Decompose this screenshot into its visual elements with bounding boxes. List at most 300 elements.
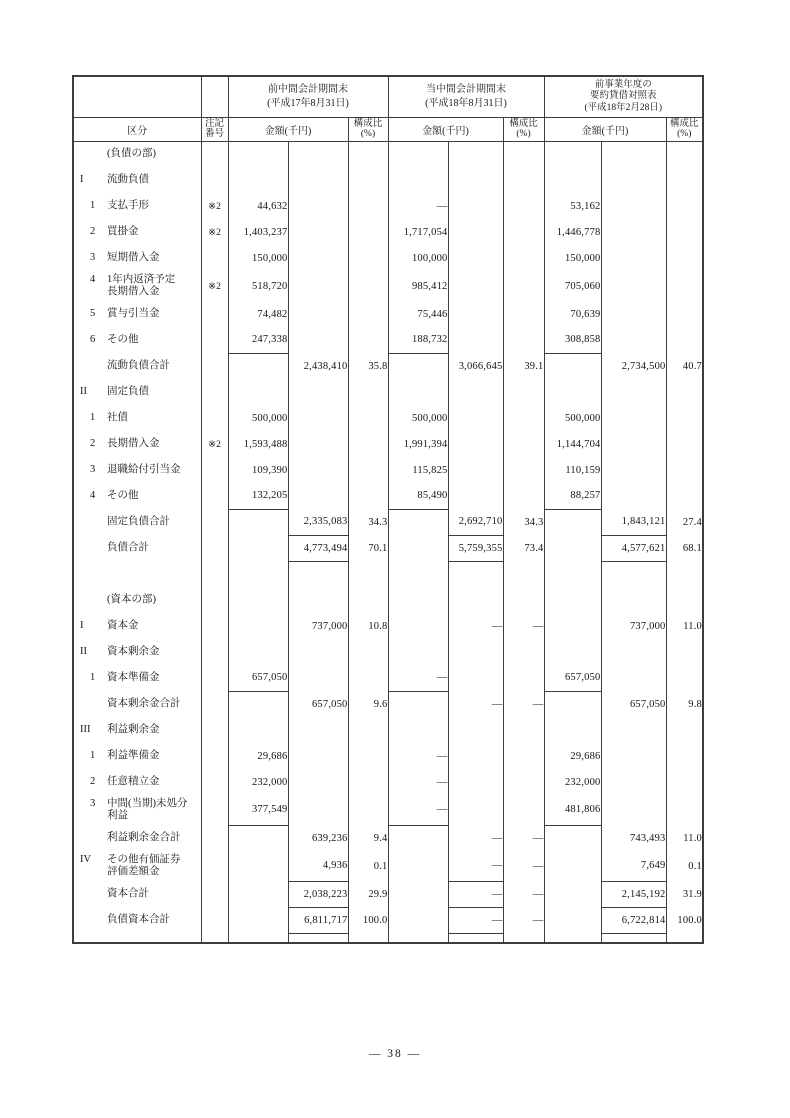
ratio-cell: 11.0 xyxy=(666,825,703,851)
ratio-cell: — xyxy=(503,907,544,933)
table-row xyxy=(73,353,703,379)
amount-cell: 657,050 xyxy=(228,665,288,691)
row-label-cell xyxy=(73,665,201,691)
amount-cell xyxy=(388,167,448,193)
ratio-cell xyxy=(666,379,703,405)
ratio-cell xyxy=(348,483,388,509)
table-row xyxy=(73,769,703,795)
note-number-cell xyxy=(201,457,228,483)
amount-cell xyxy=(228,881,288,907)
total-amount-cell xyxy=(448,327,503,353)
amount-cell: 44,632 xyxy=(228,193,288,219)
amount-cell: 500,000 xyxy=(388,405,448,431)
total-amount-cell: 2,438,410 xyxy=(288,353,348,379)
ratio-cell xyxy=(666,193,703,219)
total-amount-cell xyxy=(601,167,666,193)
row-label: 資本剰余金合計 xyxy=(107,697,181,709)
total-amount-cell xyxy=(288,327,348,353)
total-amount-cell xyxy=(448,219,503,245)
note-number-cell xyxy=(201,327,228,353)
ratio-cell xyxy=(348,379,388,405)
row-label: その他 xyxy=(107,489,139,501)
ratio-cell xyxy=(348,141,388,167)
total-amount-cell xyxy=(601,379,666,405)
row-label-cell xyxy=(73,379,201,405)
row-label: 買掛金 xyxy=(107,225,139,237)
column-header-amount-2: 金額(千円) xyxy=(544,117,666,141)
row-label-cell xyxy=(73,769,201,795)
ratio-cell xyxy=(348,327,388,353)
period-title-line: 前事業年度の xyxy=(594,79,652,90)
table-row xyxy=(73,825,703,851)
ratio-cell xyxy=(348,219,388,245)
table-row xyxy=(73,907,703,933)
ratio-cell xyxy=(503,271,544,301)
ratio-cell: — xyxy=(503,825,544,851)
ratio-cell: 9.8 xyxy=(666,691,703,717)
note-number-cell xyxy=(201,483,228,509)
period-header-prior-interim xyxy=(228,76,388,117)
ratio-cell xyxy=(348,717,388,743)
ratio-cell: 39.1 xyxy=(503,353,544,379)
amount-cell xyxy=(228,717,288,743)
table-row xyxy=(73,535,703,561)
total-amount-cell: — xyxy=(448,691,503,717)
total-amount-cell xyxy=(601,431,666,457)
amount-cell: — xyxy=(388,743,448,769)
total-amount-cell xyxy=(601,219,666,245)
item-number: 3 xyxy=(90,251,96,263)
table-row xyxy=(73,743,703,769)
total-amount-cell: — xyxy=(448,851,503,881)
total-amount-cell xyxy=(448,193,503,219)
amount-cell xyxy=(388,717,448,743)
total-amount-cell xyxy=(448,933,503,943)
ratio-cell xyxy=(666,431,703,457)
ratio-cell xyxy=(348,405,388,431)
note-number-cell xyxy=(201,933,228,943)
amount-cell: 88,257 xyxy=(544,483,601,509)
ratio-cell xyxy=(348,665,388,691)
row-label-cell xyxy=(73,219,201,245)
amount-cell xyxy=(388,561,448,587)
total-amount-cell xyxy=(448,743,503,769)
row-label-cell xyxy=(73,141,201,167)
note-number-cell xyxy=(201,141,228,167)
period-header-prior-fiscal-year xyxy=(544,76,703,117)
item-number: 2 xyxy=(90,775,96,787)
total-amount-cell xyxy=(288,431,348,457)
row-label-cell xyxy=(73,933,201,943)
ratio-cell xyxy=(503,717,544,743)
ratio-cell xyxy=(503,743,544,769)
amount-cell xyxy=(388,881,448,907)
total-amount-cell: 743,493 xyxy=(601,825,666,851)
total-amount-cell xyxy=(448,405,503,431)
row-label: 流動負債合計 xyxy=(107,359,170,371)
note-number-cell: ※2 xyxy=(201,271,228,301)
total-amount-cell xyxy=(288,933,348,943)
note-number-cell xyxy=(201,907,228,933)
ratio-cell xyxy=(666,587,703,613)
amount-cell xyxy=(228,825,288,851)
table-row xyxy=(73,431,703,457)
row-label: 中間(当期)未処分 xyxy=(107,797,188,809)
ratio-cell: 29.9 xyxy=(348,881,388,907)
amount-cell xyxy=(228,613,288,639)
ratio-cell: 0.1 xyxy=(348,851,388,881)
amount-cell: 232,000 xyxy=(544,769,601,795)
row-label-cell xyxy=(73,509,201,535)
row-label-line2: 評価差額金 xyxy=(107,866,160,877)
row-label-cell xyxy=(73,717,201,743)
period-title-line: 当中間会計期間末 xyxy=(426,83,506,95)
ratio-cell xyxy=(666,933,703,943)
ratio-cell: 34.3 xyxy=(503,509,544,535)
row-label-cell xyxy=(73,851,201,881)
row-label: 任意積立金 xyxy=(107,775,160,787)
ratio-cell xyxy=(666,219,703,245)
table-row xyxy=(73,509,703,535)
table-row xyxy=(73,587,703,613)
column-header-row xyxy=(73,117,703,141)
total-amount-cell xyxy=(288,193,348,219)
total-amount-cell xyxy=(448,271,503,301)
total-amount-cell xyxy=(601,245,666,271)
balance-sheet-table xyxy=(72,75,704,944)
row-label: 退職給付引当金 xyxy=(107,463,181,475)
ratio-cell xyxy=(503,405,544,431)
ratio-cell xyxy=(348,587,388,613)
ratio-cell xyxy=(348,795,388,825)
table-row xyxy=(73,271,703,301)
table-row xyxy=(73,193,703,219)
period-date-line: (平成17年8月31日) xyxy=(267,97,349,109)
table-row xyxy=(73,691,703,717)
total-amount-cell xyxy=(288,405,348,431)
total-amount-cell: 1,843,121 xyxy=(601,509,666,535)
note-number-cell xyxy=(201,535,228,561)
section-numeral: I xyxy=(80,619,84,631)
ratio-cell xyxy=(503,457,544,483)
column-header-ratio-1: 構成比 (%) xyxy=(503,117,544,141)
ratio-cell xyxy=(348,271,388,301)
ratio-cell xyxy=(503,769,544,795)
ratio-cell: 9.6 xyxy=(348,691,388,717)
total-amount-cell xyxy=(288,141,348,167)
ratio-cell xyxy=(348,561,388,587)
period-date-line: (平成18年2月28日) xyxy=(584,102,663,113)
row-label: 資本金 xyxy=(107,619,139,631)
item-number: 2 xyxy=(90,437,96,449)
ratio-cell xyxy=(348,457,388,483)
ratio-cell xyxy=(666,245,703,271)
amount-cell xyxy=(228,141,288,167)
ratio-cell: 31.9 xyxy=(666,881,703,907)
total-amount-cell: 2,145,192 xyxy=(601,881,666,907)
note-number-cell: ※2 xyxy=(201,219,228,245)
row-label: 長期借入金 xyxy=(107,437,160,449)
amount-cell xyxy=(544,141,601,167)
amount-cell xyxy=(228,379,288,405)
page-number: — 38 — xyxy=(368,1048,422,1060)
ratio-cell xyxy=(503,167,544,193)
row-label: 利益剰余金 xyxy=(107,723,160,735)
total-amount-cell xyxy=(448,795,503,825)
row-label-cell xyxy=(73,405,201,431)
amount-cell xyxy=(544,691,601,717)
ratio-cell xyxy=(503,379,544,405)
total-amount-cell xyxy=(288,483,348,509)
note-number-cell xyxy=(201,795,228,825)
total-amount-cell xyxy=(288,219,348,245)
ratio-cell xyxy=(348,167,388,193)
table-row xyxy=(73,219,703,245)
ratio-cell xyxy=(503,141,544,167)
ratio-cell xyxy=(503,431,544,457)
amount-cell xyxy=(544,561,601,587)
ratio-cell: 40.7 xyxy=(666,353,703,379)
ratio-cell: 9.4 xyxy=(348,825,388,851)
table-row xyxy=(73,881,703,907)
ratio-cell: 10.8 xyxy=(348,613,388,639)
row-label-cell xyxy=(73,431,201,457)
ratio-cell xyxy=(503,933,544,943)
amount-cell: — xyxy=(388,193,448,219)
ratio-cell: — xyxy=(503,613,544,639)
amount-cell: 1,446,778 xyxy=(544,219,601,245)
table-row xyxy=(73,301,703,327)
amount-cell: 247,338 xyxy=(228,327,288,353)
total-amount-cell: 657,050 xyxy=(601,691,666,717)
note-number-cell xyxy=(201,509,228,535)
ratio-cell xyxy=(666,327,703,353)
ratio-cell xyxy=(348,743,388,769)
amount-cell xyxy=(544,933,601,943)
total-amount-cell xyxy=(601,665,666,691)
amount-cell xyxy=(544,639,601,665)
total-amount-cell xyxy=(601,561,666,587)
item-number: 1 xyxy=(90,411,96,423)
ratio-cell xyxy=(503,301,544,327)
total-amount-cell xyxy=(288,587,348,613)
note-number-cell xyxy=(201,301,228,327)
total-amount-cell: 7,649 xyxy=(601,851,666,881)
row-label-cell xyxy=(73,535,201,561)
note-number-cell xyxy=(201,639,228,665)
row-label-line2: 利益 xyxy=(107,810,128,821)
amount-cell xyxy=(228,851,288,881)
amount-cell xyxy=(228,639,288,665)
ratio-cell: — xyxy=(503,851,544,881)
amount-cell xyxy=(228,167,288,193)
total-amount-cell: 4,936 xyxy=(288,851,348,881)
amount-cell: — xyxy=(388,795,448,825)
amount-cell xyxy=(388,353,448,379)
ratio-cell: 73.4 xyxy=(503,535,544,561)
item-number: 1 xyxy=(90,199,96,211)
row-label-cell xyxy=(73,691,201,717)
row-label: 短期借入金 xyxy=(107,251,160,263)
total-amount-cell: 3,066,645 xyxy=(448,353,503,379)
amount-cell: 74,482 xyxy=(228,301,288,327)
total-amount-cell xyxy=(288,769,348,795)
row-label: 資本準備金 xyxy=(107,671,160,683)
corner-cell-kubun xyxy=(73,76,201,117)
total-amount-cell xyxy=(288,271,348,301)
total-amount-cell xyxy=(448,665,503,691)
section-numeral: IV xyxy=(80,853,92,865)
amount-cell: 100,000 xyxy=(388,245,448,271)
total-amount-cell xyxy=(448,431,503,457)
total-amount-cell xyxy=(601,141,666,167)
amount-cell xyxy=(388,587,448,613)
row-label-cell xyxy=(73,167,201,193)
total-amount-cell xyxy=(288,639,348,665)
item-number: 6 xyxy=(90,333,96,345)
amount-cell xyxy=(388,141,448,167)
row-label: 固定負債 xyxy=(107,385,149,397)
total-amount-cell xyxy=(601,795,666,825)
table-row xyxy=(73,795,703,825)
section-numeral: II xyxy=(80,645,87,657)
amount-cell xyxy=(544,587,601,613)
table-row xyxy=(73,639,703,665)
total-amount-cell xyxy=(601,743,666,769)
amount-cell xyxy=(228,691,288,717)
ratio-cell xyxy=(666,665,703,691)
column-header-kubun: 区分 xyxy=(73,117,201,141)
ratio-cell xyxy=(666,717,703,743)
total-amount-cell: — xyxy=(448,907,503,933)
item-number: 1 xyxy=(90,749,96,761)
amount-cell: 705,060 xyxy=(544,271,601,301)
amount-cell xyxy=(228,535,288,561)
total-amount-cell: 2,038,223 xyxy=(288,881,348,907)
total-amount-cell xyxy=(448,483,503,509)
total-amount-cell: — xyxy=(448,613,503,639)
table-row xyxy=(73,167,703,193)
amount-cell: 1,991,394 xyxy=(388,431,448,457)
total-amount-cell xyxy=(601,405,666,431)
ratio-cell xyxy=(348,245,388,271)
ratio-cell xyxy=(503,795,544,825)
amount-cell: 232,000 xyxy=(228,769,288,795)
amount-cell: 53,162 xyxy=(544,193,601,219)
row-label-cell xyxy=(73,825,201,851)
ratio-cell: 100.0 xyxy=(348,907,388,933)
total-amount-cell xyxy=(288,167,348,193)
ratio-cell xyxy=(348,769,388,795)
total-amount-cell xyxy=(288,665,348,691)
table-row xyxy=(73,933,703,943)
ratio-cell: 68.1 xyxy=(666,535,703,561)
table-row xyxy=(73,245,703,271)
note-number-cell xyxy=(201,379,228,405)
amount-cell xyxy=(544,613,601,639)
total-amount-cell xyxy=(448,639,503,665)
row-label-cell xyxy=(73,193,201,219)
note-number-cell xyxy=(201,743,228,769)
section-numeral: III xyxy=(80,723,91,735)
column-header-note-number: 注記 番号 xyxy=(201,117,228,141)
ratio-cell xyxy=(348,301,388,327)
ratio-cell xyxy=(666,141,703,167)
ratio-cell xyxy=(666,405,703,431)
amount-cell: — xyxy=(388,769,448,795)
table-rows xyxy=(73,141,703,943)
total-amount-cell xyxy=(288,301,348,327)
amount-cell: 308,858 xyxy=(544,327,601,353)
ratio-cell xyxy=(503,665,544,691)
amount-cell xyxy=(228,509,288,535)
amount-cell xyxy=(228,907,288,933)
total-amount-cell xyxy=(601,639,666,665)
ratio-cell xyxy=(503,639,544,665)
amount-cell: 1,717,054 xyxy=(388,219,448,245)
table-row xyxy=(73,327,703,353)
period-header-row xyxy=(73,76,703,117)
note-number-cell xyxy=(201,769,228,795)
row-label-cell xyxy=(73,795,201,825)
note-number-cell xyxy=(201,561,228,587)
total-amount-cell: 6,722,814 xyxy=(601,907,666,933)
amount-cell: 85,490 xyxy=(388,483,448,509)
item-number: 5 xyxy=(90,307,96,319)
item-number: 4 xyxy=(90,489,96,501)
total-amount-cell: 657,050 xyxy=(288,691,348,717)
section-numeral: I xyxy=(80,173,84,185)
column-header-ratio-0: 構成比 (%) xyxy=(348,117,388,141)
amount-cell xyxy=(544,535,601,561)
note-number-cell xyxy=(201,245,228,271)
ratio-cell: — xyxy=(503,881,544,907)
row-label-cell xyxy=(73,743,201,769)
ratio-cell: 70.1 xyxy=(348,535,388,561)
amount-cell: 377,549 xyxy=(228,795,288,825)
amount-cell xyxy=(388,379,448,405)
ratio-cell xyxy=(666,639,703,665)
row-label: 賞与引当金 xyxy=(107,307,160,319)
note-number-cell xyxy=(201,587,228,613)
total-amount-cell xyxy=(448,167,503,193)
row-label-cell xyxy=(73,457,201,483)
amount-cell: 188,732 xyxy=(388,327,448,353)
table-row xyxy=(73,613,703,639)
row-label-cell xyxy=(73,613,201,639)
period-header-current-interim xyxy=(388,76,544,117)
row-label-cell xyxy=(73,907,201,933)
row-label-line2: 長期借入金 xyxy=(107,286,160,297)
note-number-cell xyxy=(201,717,228,743)
note-number-cell xyxy=(201,825,228,851)
ratio-cell: — xyxy=(503,691,544,717)
amount-cell: 481,806 xyxy=(544,795,601,825)
row-label: 1年内返済予定 xyxy=(107,273,176,285)
amount-cell: 500,000 xyxy=(544,405,601,431)
ratio-cell xyxy=(348,639,388,665)
row-label: 負債合計 xyxy=(107,541,149,553)
amount-cell xyxy=(544,509,601,535)
row-label: 利益準備金 xyxy=(107,749,160,761)
ratio-cell: 35.8 xyxy=(348,353,388,379)
ratio-cell xyxy=(666,457,703,483)
ratio-cell xyxy=(666,769,703,795)
ratio-cell xyxy=(666,167,703,193)
total-amount-cell xyxy=(448,717,503,743)
note-number-cell xyxy=(201,851,228,881)
amount-cell xyxy=(544,881,601,907)
